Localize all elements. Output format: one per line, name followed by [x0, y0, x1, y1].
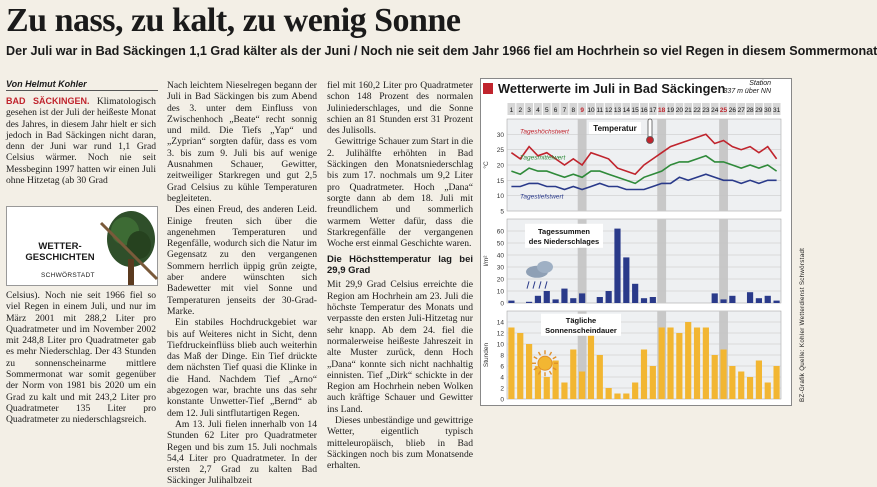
day-label: 10 [587, 107, 595, 114]
tick-label: 0 [500, 396, 504, 404]
byline: Von Helmut Kohler [6, 79, 87, 89]
data-bar [508, 328, 514, 400]
data-bar [606, 291, 612, 303]
day-label: 1 [509, 107, 514, 114]
day-label: 30 [764, 107, 772, 114]
section-heading: Die Höchsttemperatur lag bei 29,9 Grad [327, 254, 473, 277]
axis-label: Stunden [483, 342, 490, 368]
dateline: BAD SÄCKINGEN. [6, 96, 90, 106]
data-bar [588, 328, 594, 400]
station-info [724, 80, 771, 96]
panel-header [481, 79, 791, 103]
data-bar [579, 293, 585, 303]
series-label: Tageshöchstwert [520, 128, 569, 136]
day-label: 27 [737, 107, 745, 114]
data-bar [729, 296, 735, 303]
data-bar [597, 355, 603, 399]
box-place: SCHWÖRSTADT [41, 272, 95, 279]
data-bar [703, 328, 709, 400]
data-bar [773, 366, 779, 399]
day-label: 13 [613, 107, 622, 114]
rain-cloud-icon [537, 261, 553, 273]
paragraph: Dieses unbeständige und gewittrige Wetter, eigentlich typisch mitteleuropäisch, blieb in Bad Säckingen noch bis zum Monatsende erhalten. [327, 415, 473, 472]
chart-title: Temperatur [593, 124, 637, 134]
data-bar [632, 383, 638, 400]
data-bar [570, 350, 576, 400]
tick-label: 30 [496, 131, 504, 139]
data-bar [579, 372, 585, 400]
day-label: 8 [571, 107, 576, 114]
tick-label: 2 [500, 385, 504, 393]
data-bar [614, 394, 620, 400]
data-bar [650, 366, 656, 399]
paragraph: Gewittrige Schauer zum Start in die 2. Julihälfte erhöhten in Bad Säckingen den Monatsniederschlag bis zum 17. nochmals um 9,2 Liter pro Quadratmeter. Hoch „Dana“ sorgte dann ab dem 18. Juli mit freundlichem und sommerlich warmem Wetter dafür, dass die Starkregenfälle der vergangenen Woche erst einmal Geschichte waren. [327, 136, 473, 250]
article-column-1-top [6, 96, 156, 204]
data-bar [553, 361, 559, 400]
data-bar [623, 257, 629, 303]
graphic-credit [791, 80, 806, 406]
paragraph: Celsius). Noch nie seit 1966 fiel so viel Regen in einem Juli, und nur im März 2001 mit 288,2 Liter pro Quadratmeter und im November 2002 mit 248,8 Liter pro Quadratmeter gab es mehr Niederschlag. Der 43 Stunden zu sonnenscheinarme mittlere Sommermonat war somit gegenüber der Norm von 1981 bis 2020 um ein Grad zu kalt und mit 243,2 Liter pro Quadratmeter 135 Liter pro Quadratmeter zu niederschlagsreich. [6, 290, 156, 426]
article-column-1-bottom [6, 290, 156, 426]
day-label: 24 [711, 107, 719, 114]
tick-label: 20 [496, 162, 504, 170]
chart-title-line-2: Sonnenscheindauer [545, 325, 617, 335]
day-label: 26 [728, 107, 737, 114]
data-bar [544, 291, 550, 303]
day-label: 18 [658, 107, 666, 114]
article-column-3 [327, 80, 473, 472]
tick-label: 60 [496, 228, 504, 236]
data-bar [694, 328, 700, 400]
tick-label: 14 [496, 319, 504, 327]
day-label: 25 [719, 107, 728, 114]
paragraph: Nach leichtem Nieselregen begann der Juli in Bad Säckingen bis zum Abend des 3. unter dem Einfluss von Zwischenhoch „Beate“ recht sonnig und mild. Die Tiefs „Yap“ und „Zyprian“ sorgten dafür, dass es vom 3. bis zum 9. Juli bis auf wenige Ausnahmen Schauer, Gewitter, zeitweiliger Starkregen und gut 2,5 Grad Celsius zu kühle Temperaturen begleiteten. [167, 80, 317, 204]
credit-text: BZ-Grafik Quelle: Kohler Wetterdienst Schwörstadt [799, 247, 806, 402]
data-bar [650, 297, 656, 303]
day-label: 23 [702, 107, 710, 114]
box-title: WETTER-GESCHICHTEN [25, 241, 95, 263]
chart-title-line-1: Tagessummen [538, 226, 590, 236]
wetter-geschichten-box [6, 206, 158, 286]
data-bar [508, 301, 514, 303]
paragraph: Am 13. Juli fielen innerhalb von 14 Stunden 62 Liter pro Quadratmeter Regen und bis zum 15. Juli nochmals 54,4 Liter pro Quadratmeter. In der ersten 2,7 Grad zu kalten Bad Säckinger Julihalbzeit [167, 418, 317, 487]
paragraph: Mit 29,9 Grad Celsius erreichte die Region am Hochrhein am 23. Juli die höchste Temperatur des Monats und verpasste den ersten Juli-Hitzetag nur sehr knapp. Ab dem 24. fiel die normalerweise heißeste Jahreszeit in alte Muster zurück, denn Hoch „Dana“ konnte sich nicht nachhaltig einnisten. Tief „Dirk“ schickte in der Region am Hochrhein neben Wolken auch kräftige Schauer und Gewitter ins Land. [327, 279, 473, 415]
day-label: 4 [536, 107, 540, 114]
series-label: Tagesmittelwert [520, 154, 566, 162]
thermometer-icon [648, 119, 652, 139]
thermometer-bulb-icon [647, 137, 654, 144]
day-label: 31 [772, 107, 781, 114]
day-label: 15 [631, 107, 639, 114]
panel-title: Wetterwerte im Juli in Bad Säckingen [498, 81, 726, 96]
day-label: 19 [666, 107, 675, 114]
highlight-column [657, 219, 666, 303]
day-label: 6 [553, 107, 558, 114]
byline-rule [6, 90, 158, 91]
data-bar [676, 333, 682, 399]
tick-label: 6 [500, 363, 504, 371]
data-bar [517, 333, 523, 399]
data-bar [641, 298, 647, 303]
tick-label: 0 [500, 300, 504, 308]
tick-label: 50 [496, 240, 504, 248]
day-label: 14 [622, 107, 630, 114]
data-bar [756, 298, 762, 303]
data-bar [765, 383, 771, 400]
station-label: Station [749, 80, 771, 87]
data-bar [720, 350, 726, 400]
tick-label: 20 [496, 276, 504, 284]
data-bar [712, 355, 718, 399]
sun-icon [538, 356, 552, 370]
data-bar [544, 377, 550, 399]
day-label: 11 [596, 107, 604, 114]
data-bar [623, 394, 629, 400]
data-bar [738, 372, 744, 400]
weather-chart-panel [480, 78, 792, 406]
chart-title-line-2: des Niederschlages [528, 236, 600, 246]
data-bar [667, 328, 673, 400]
tick-label: 40 [496, 252, 504, 260]
data-bar [553, 299, 559, 303]
tick-label: 4 [500, 374, 504, 382]
data-bar [597, 297, 603, 303]
data-bar [747, 292, 753, 303]
day-label: 2 [518, 107, 523, 114]
day-label: 16 [640, 107, 648, 114]
day-label: 20 [675, 107, 683, 114]
data-bar [729, 366, 735, 399]
tick-label: 5 [500, 208, 504, 216]
paragraph: Ein stabiles Hochdruckgebiet war bis auf Weiteres nicht in Sicht, denn Tiefdruckeinflüss blieb auch weiterhin das Maß der Dinge. Ein Tief drückte dem nächsten Tief quasi die Klinke in die Hand. Nachdem Tief „Arno“ abgezogen war, brachte uns das sehr konstante Unwetter-Tief „Bernd“ ab dem 12. Juli sintflutartigen Regen. [167, 317, 317, 419]
data-bar [712, 293, 718, 303]
tick-label: 8 [500, 352, 504, 360]
station-elevation: 337 m über NN [723, 88, 771, 95]
data-bar [756, 361, 762, 400]
headline: Zu nass, zu kalt, zu wenig Sonne [6, 2, 461, 39]
data-bar [641, 350, 647, 400]
data-bar [526, 344, 532, 399]
data-bar [720, 299, 726, 303]
tick-label: 10 [496, 341, 504, 349]
day-label: 12 [605, 107, 613, 114]
day-label: 28 [746, 107, 754, 114]
data-bar [614, 229, 620, 303]
lead-text: Klimatologisch gesehen ist der Juli der heißeste Monat des Jahres, in diesem Jahr hielt er sich jedoch in Bad Säckingen nicht daran, denn der Juni war rund 1,1 Grad Celsius wärmer. Noch nie seit Messbeginn 1997 hatten wir einen Juli ohne Hitzetag (ab 30 Grad [6, 96, 156, 187]
chart-title-line-1: Tägliche [565, 315, 597, 325]
tick-label: 15 [496, 177, 504, 185]
data-bar [773, 301, 779, 303]
day-label: 17 [649, 107, 657, 114]
data-bar [747, 377, 753, 399]
data-bar [561, 289, 567, 303]
article-column-2 [167, 80, 317, 487]
series-label: Tagestiefstwert [520, 193, 564, 201]
subheadline: Der Juli war in Bad Säckingen 1,1 Grad kälter als der Juni / Noch nie seit dem Jahr 1966 fiel am Hochrhein so viel Regen in diesem Sommermonat [6, 44, 877, 58]
highlight-column [719, 219, 728, 303]
day-label: 22 [693, 107, 701, 114]
title-marker [483, 83, 493, 94]
lead-paragraph [6, 96, 156, 186]
day-label: 29 [755, 107, 763, 114]
paragraph: fiel mit 160,2 Liter pro Quadratmeter schon 148 Prozent des normalen Juliniederschlages, und die Sonne schien an 81 Stunden erst 31 Prozent des Julisolls. [327, 80, 473, 137]
data-bar [632, 284, 638, 303]
tick-label: 10 [496, 193, 504, 201]
weather-charts [481, 103, 791, 403]
data-bar [659, 328, 665, 400]
data-bar [606, 388, 612, 399]
day-label: 5 [544, 107, 549, 114]
axis-label: l/m² [483, 255, 490, 267]
data-bar [765, 296, 771, 303]
data-bar [561, 383, 567, 400]
tick-label: 25 [496, 147, 504, 155]
day-label: 9 [580, 107, 584, 114]
data-bar [685, 322, 691, 399]
data-bar [570, 298, 576, 303]
day-label: 3 [527, 107, 531, 114]
paragraph: Des einen Freud, des anderen Leid. Einige freuten sich über die angenehmen Temperaturen und Regenfälle, wodurch sich die Natur im Gegensatz zu den vergangenen Sommern herrlich üppig grün zeigte, aber andere wünschten sich Badewetter mit viel Sonne und Temperaturen jenseits der 30-Grad-Marke. [167, 204, 317, 317]
data-bar [535, 296, 541, 303]
tick-label: 30 [496, 264, 504, 272]
axis-label: °C [483, 161, 490, 169]
day-label: 21 [684, 107, 692, 114]
tick-label: 10 [496, 288, 504, 296]
day-label: 7 [562, 107, 567, 114]
data-bar [526, 302, 532, 303]
tree-icon [101, 209, 157, 285]
tick-label: 12 [496, 330, 504, 338]
